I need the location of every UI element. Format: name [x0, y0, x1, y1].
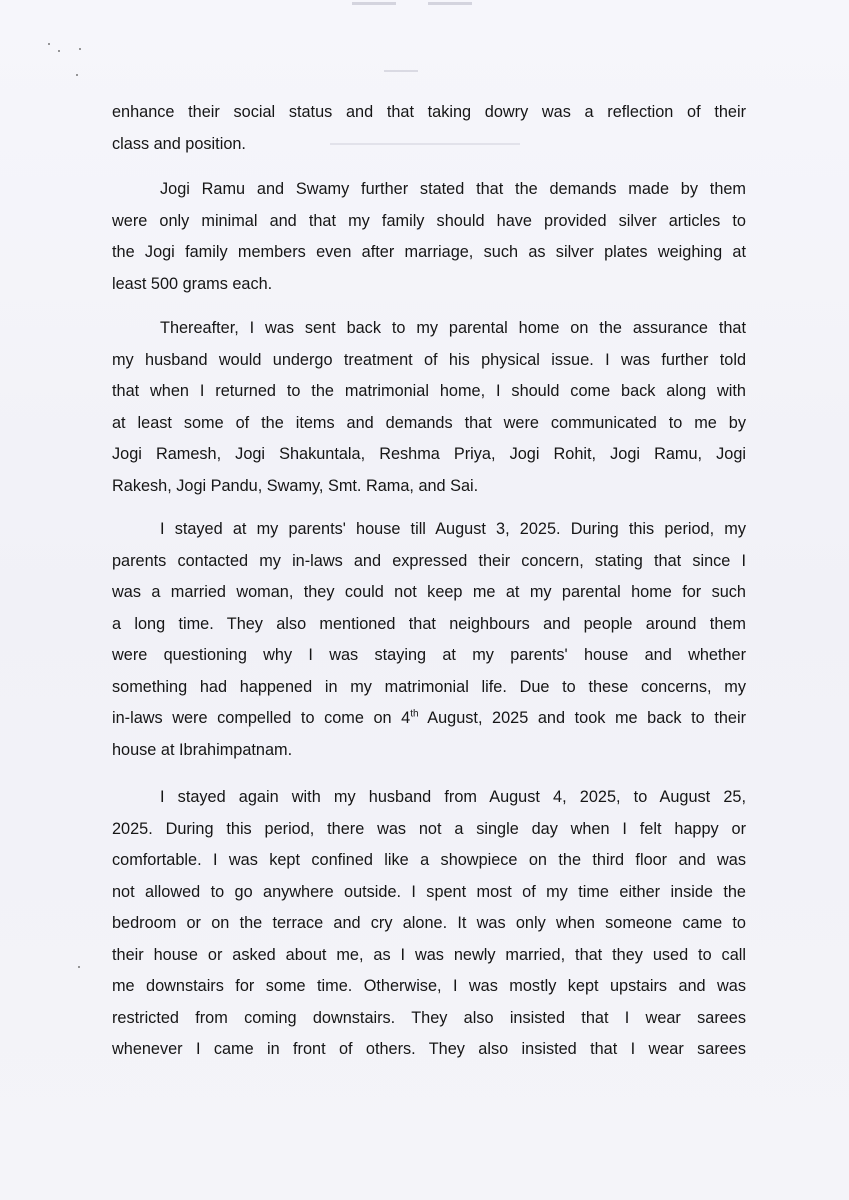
- text-line: a long time. They also mentioned that neighbours and people around them: [112, 614, 746, 633]
- text-line: comfortable. I was kept confined like a showpiece on the third floor and was: [112, 851, 746, 869]
- scan-speck: [79, 48, 81, 50]
- scan-speck: [48, 43, 50, 45]
- paragraph-4: [112, 514, 746, 766]
- text-line: were only minimal and that my family should have provided silver articles to: [112, 211, 746, 230]
- text-line: their house or asked about me, as I was newly married, that they used to call: [112, 945, 746, 964]
- text-line: restricted from coming downstairs. They also insisted that I wear sarees: [112, 1008, 746, 1027]
- text-line: at least some of the items and demands that were communicated to me by: [112, 413, 746, 432]
- paragraph-5: [112, 782, 746, 1066]
- text-line: I stayed at my parents' house till August 3, 2025. During this period, my: [160, 520, 746, 538]
- text-line: that when I returned to the matrimonial home, I should come back along with: [112, 382, 746, 400]
- text-fragment: in-laws were compelled to come on 4: [112, 709, 411, 727]
- scan-speck: [76, 74, 78, 76]
- text-line: my husband would undergo treatment of his physical issue. I was further told: [112, 350, 746, 369]
- text-line: enhance their social status and that taking dowry was a reflection of their: [112, 103, 746, 121]
- text-fragment: August, 2025 and took me back to their: [418, 709, 746, 727]
- text-line: me downstairs for some time. Otherwise, I was mostly kept upstairs and was: [112, 977, 746, 995]
- text-line: house at Ibrahimpatnam.: [112, 740, 293, 759]
- text-line: class and position.: [112, 134, 246, 153]
- text-line: not allowed to go anywhere outside. I spent most of my time either inside the: [112, 882, 746, 901]
- text-line: whenever I came in front of others. They also insisted that I wear sarees: [112, 1040, 746, 1058]
- text-line: parents contacted my in-laws and expressed their concern, stating that since I: [112, 551, 746, 570]
- text-line-with-superscript: [112, 703, 746, 735]
- text-line: were questioning why I was staying at my parents' house and whether: [112, 646, 746, 664]
- scan-speck: [58, 50, 60, 52]
- text-line: was a married woman, they could not keep me at my parental home for such: [112, 583, 746, 601]
- text-line: Jogi Ramu and Swamy further stated that the demands made by them: [160, 180, 746, 198]
- text-line: I stayed again with my husband from August 4, 2025, to August 25,: [160, 788, 746, 806]
- bleed-mark: [384, 70, 418, 72]
- text-line: the Jogi family members even after marriage, such as silver plates weighing at: [112, 243, 746, 261]
- bleed-mark: [352, 2, 396, 5]
- paragraph-2: [112, 174, 746, 300]
- text-line: something had happened in my matrimonial life. Due to these concerns, my: [112, 677, 746, 696]
- text-line: Thereafter, I was sent back to my parental home on the assurance that: [160, 319, 746, 337]
- bleed-mark: [428, 2, 472, 5]
- paragraph-3: [112, 313, 746, 502]
- paragraph-1: [112, 97, 746, 160]
- text-line: Rakesh, Jogi Pandu, Swamy, Smt. Rama, and Sai.: [112, 476, 479, 495]
- ordinal-superscript: th: [410, 708, 419, 720]
- scan-speck: [78, 966, 80, 968]
- text-line: bedroom or on the terrace and cry alone. It was only when someone came to: [112, 914, 746, 932]
- text-line: Jogi Ramesh, Jogi Shakuntala, Reshma Priya, Jogi Rohit, Jogi Ramu, Jogi: [112, 445, 746, 463]
- text-line: least 500 grams each.: [112, 274, 273, 293]
- text-line: 2025. During this period, there was not a single day when I felt happy or: [112, 819, 746, 838]
